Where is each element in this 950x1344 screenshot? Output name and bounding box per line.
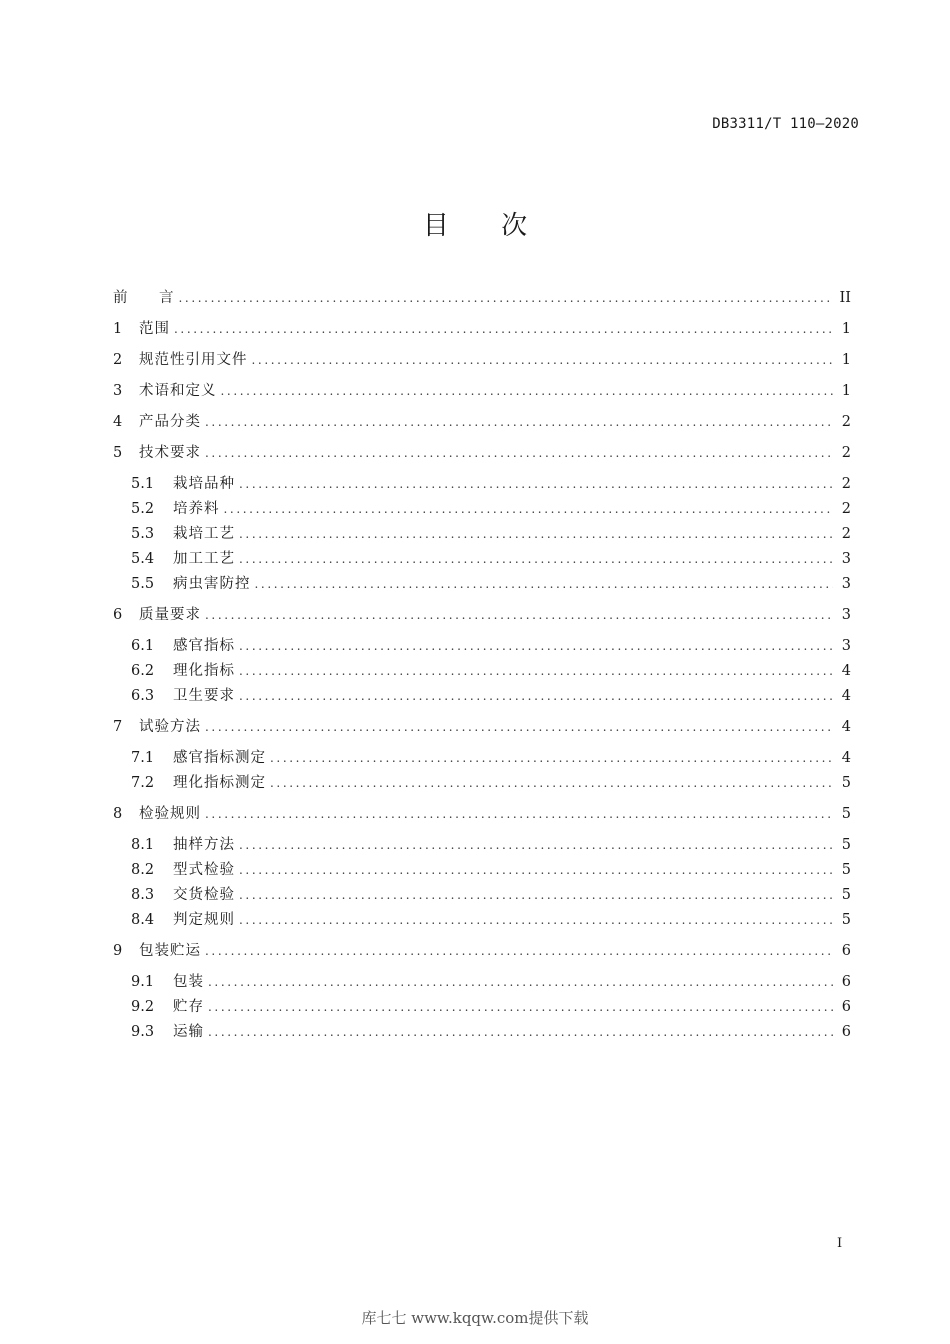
toc-entry-label: 贮存 <box>173 999 204 1015</box>
toc-entry-1[interactable] <box>113 319 851 339</box>
toc-entry-number: 6.3 <box>131 688 155 704</box>
toc-entry-label: 包装 <box>173 974 204 990</box>
toc-leader-dots <box>252 350 834 370</box>
toc-entry-page: 3 <box>841 638 851 654</box>
toc-entry-number: 4 <box>113 414 123 430</box>
toc-entry-page: 2 <box>841 414 851 430</box>
toc-entry-number: 8.3 <box>131 887 155 903</box>
toc-entry-6[interactable] <box>113 605 851 625</box>
toc-entry-7[interactable] <box>113 717 851 737</box>
page-title: 目 次 <box>422 211 550 241</box>
toc-entry-page: 4 <box>841 719 851 735</box>
toc-entry-label: 判定规则 <box>173 912 235 928</box>
toc-entry-7-2[interactable] <box>131 773 851 793</box>
toc-entry-number: 5.2 <box>131 501 155 517</box>
toc-entry-label: 感官指标测定 <box>173 750 266 766</box>
toc-entry-label: 言 <box>159 290 175 306</box>
toc-leader-dots <box>205 804 833 824</box>
toc-leader-dots <box>239 636 833 656</box>
toc-entry-number: 5.3 <box>131 526 155 542</box>
toc-entry-label: 加工工艺 <box>173 551 235 567</box>
toc-entry-label: 运输 <box>173 1024 204 1040</box>
toc-leader-dots <box>205 412 833 432</box>
toc-entry-page: 2 <box>841 476 851 492</box>
toc-entry-8-4[interactable] <box>131 910 851 930</box>
toc-entry-9-3[interactable] <box>131 1022 851 1042</box>
toc-entry-page: 4 <box>841 688 851 704</box>
toc-entry-number: 7.1 <box>131 750 155 766</box>
toc-entry-8-2[interactable] <box>131 860 851 880</box>
toc-entry-5-4[interactable] <box>131 549 851 569</box>
toc-entry-9-2[interactable] <box>131 997 851 1017</box>
toc-entry-page: 1 <box>841 352 851 368</box>
toc-entry-page: 2 <box>841 501 851 517</box>
toc-leader-dots <box>205 941 833 961</box>
toc-entry-8[interactable] <box>113 804 851 824</box>
toc-entry-number: 8.4 <box>131 912 155 928</box>
toc-leader-dots <box>224 499 834 519</box>
toc-entry-number: 8.1 <box>131 837 155 853</box>
toc-leader-dots <box>205 605 833 625</box>
toc-entry-number: 7 <box>113 719 123 735</box>
toc-entry-label: 栽培工艺 <box>173 526 235 542</box>
toc-entry-number: 9.2 <box>131 999 155 1015</box>
toc-entry-number: 9.3 <box>131 1024 155 1040</box>
toc-entry-label: 检验规则 <box>139 806 201 822</box>
toc-entry-page: 1 <box>841 383 851 399</box>
toc-leader-dots <box>239 474 833 494</box>
toc-entry-4[interactable] <box>113 412 851 432</box>
toc-entry-6-3[interactable] <box>131 686 851 706</box>
toc-leader-dots <box>255 574 834 594</box>
toc-entry-number: 前 <box>113 290 128 306</box>
toc-entry-foreword[interactable] <box>113 288 851 308</box>
toc-entry-5[interactable] <box>113 443 851 463</box>
toc-entry-number: 9 <box>113 943 123 959</box>
toc-leader-dots <box>239 686 833 706</box>
watermark: 库七七 www.kqqw.com提供下载 <box>361 1309 589 1327</box>
toc-leader-dots <box>174 319 833 339</box>
toc-entry-number: 1 <box>113 321 123 337</box>
toc-entry-9[interactable] <box>113 941 851 961</box>
toc-entry-number: 2 <box>113 352 123 368</box>
toc-leader-dots <box>208 972 833 992</box>
toc-leader-dots <box>208 1022 833 1042</box>
toc-leader-dots <box>205 443 833 463</box>
toc-entry-page: 5 <box>841 887 851 903</box>
toc-leader-dots <box>270 748 833 768</box>
toc-leader-dots <box>239 910 833 930</box>
toc-entry-number: 8 <box>113 806 123 822</box>
toc-entry-page: 6 <box>841 1024 851 1040</box>
toc-entry-label: 栽培品种 <box>173 476 235 492</box>
toc-leader-dots <box>270 773 833 793</box>
toc-leader-dots <box>239 661 833 681</box>
toc-entry-page: II <box>839 290 851 306</box>
toc-entry-7-1[interactable] <box>131 748 851 768</box>
toc-entry-label: 术语和定义 <box>139 383 217 399</box>
toc-entry-label: 培养料 <box>173 501 220 517</box>
toc-entry-number: 7.2 <box>131 775 155 791</box>
toc-leader-dots <box>205 717 833 737</box>
toc-entry-number: 8.2 <box>131 862 155 878</box>
toc-entry-2[interactable] <box>113 350 851 370</box>
toc-entry-page: 5 <box>841 837 851 853</box>
toc-entry-page: 4 <box>841 750 851 766</box>
toc-entry-page: 5 <box>841 862 851 878</box>
toc-entry-page: 5 <box>841 912 851 928</box>
toc-leader-dots <box>239 885 833 905</box>
toc-entry-label: 理化指标 <box>173 663 235 679</box>
toc-entry-page: 5 <box>841 775 851 791</box>
toc-entry-page: 3 <box>841 551 851 567</box>
toc-leader-dots <box>221 381 834 401</box>
toc-entry-number: 9.1 <box>131 974 155 990</box>
toc-entry-label: 范围 <box>139 321 170 337</box>
toc-entry-label: 抽样方法 <box>173 837 235 853</box>
page-number: I <box>837 1236 843 1251</box>
toc-entry-page: 4 <box>841 663 851 679</box>
toc-entry-page: 2 <box>841 445 851 461</box>
toc-entry-5-3[interactable] <box>131 524 851 544</box>
toc-entry-6-2[interactable] <box>131 661 851 681</box>
toc-entry-label: 感官指标 <box>173 638 235 654</box>
toc-entry-label: 技术要求 <box>139 445 201 461</box>
toc-entry-5-2[interactable] <box>131 499 851 519</box>
toc-entry-label: 理化指标测定 <box>173 775 266 791</box>
toc-entry-label: 包装贮运 <box>139 943 201 959</box>
toc-entry-number: 5.5 <box>131 576 155 592</box>
toc-entry-number: 5.1 <box>131 476 155 492</box>
toc-leader-dots <box>208 997 833 1017</box>
toc-entry-page: 6 <box>841 974 851 990</box>
toc-entry-5-5[interactable] <box>131 574 851 594</box>
toc-entry-8-1[interactable] <box>131 835 851 855</box>
toc-entry-page: 3 <box>841 576 851 592</box>
toc-entry-page: 1 <box>841 321 851 337</box>
toc-entry-3[interactable] <box>113 381 851 401</box>
toc-entry-label: 交货检验 <box>173 887 235 903</box>
toc-leader-dots <box>239 860 833 880</box>
toc-entry-label: 病虫害防控 <box>173 576 251 592</box>
toc-entry-label: 型式检验 <box>173 862 235 878</box>
toc-entry-label: 卫生要求 <box>173 688 235 704</box>
toc-entry-page: 2 <box>841 526 851 542</box>
toc-entry-label: 产品分类 <box>139 414 201 430</box>
document-code: DB3311/T 110—2020 <box>712 116 859 132</box>
toc-entry-number: 6 <box>113 607 123 623</box>
toc-entry-number: 5 <box>113 445 123 461</box>
toc-entry-page: 3 <box>841 607 851 623</box>
toc-entry-label: 规范性引用文件 <box>139 352 248 368</box>
toc-leader-dots <box>179 288 834 308</box>
toc-entry-page: 6 <box>841 943 851 959</box>
toc-entry-number: 5.4 <box>131 551 155 567</box>
toc-leader-dots <box>239 835 833 855</box>
toc-leader-dots <box>239 549 833 569</box>
toc-entry-label: 质量要求 <box>139 607 201 623</box>
toc-entry-number: 3 <box>113 383 123 399</box>
toc-entry-label: 试验方法 <box>139 719 201 735</box>
toc-entry-6-1[interactable] <box>131 636 851 656</box>
toc-entry-page: 6 <box>841 999 851 1015</box>
toc-entry-number: 6.2 <box>131 663 155 679</box>
toc-leader-dots <box>239 524 833 544</box>
toc-entry-5-1[interactable] <box>131 474 851 494</box>
toc-entry-page: 5 <box>841 806 851 822</box>
toc-entry-8-3[interactable] <box>131 885 851 905</box>
toc-entry-number: 6.1 <box>131 638 155 654</box>
toc-entry-9-1[interactable] <box>131 972 851 992</box>
